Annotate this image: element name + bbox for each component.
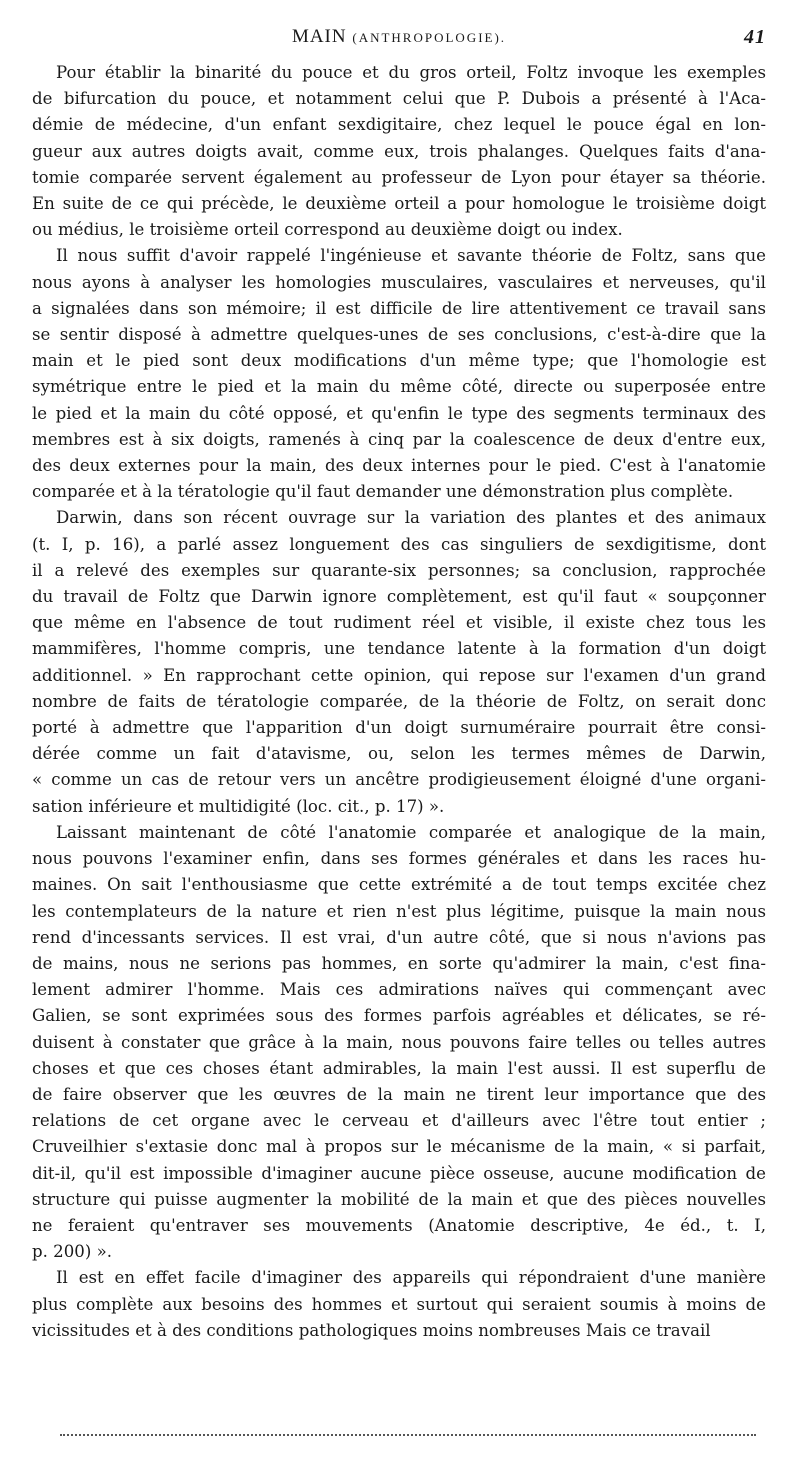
text-line: Darwin, dans son récent ouvrage sur la variation des plantes et des animaux — [56, 508, 766, 528]
text-line: démie de médecine, d'un enfant sexdigitaire, chez lequel le pouce égal en lon- — [32, 115, 766, 135]
text-line: porté à admettre que l'apparition d'un doigt surnuméraire pourrait être consi- — [32, 718, 766, 738]
text-line: ne feraient qu'entraver ses mouvements (Anatomie descriptive, 4e éd., t. I, — [32, 1215, 766, 1235]
text-line: p. 200) ». — [32, 1242, 113, 1262]
footer-rule — [60, 1434, 756, 1436]
running-title-subtitle: (ANTHROPOLOGIE). — [352, 30, 507, 45]
text-line: membres est à six doigts, ramenés à cinq par la coalescence de deux d'entre eux, — [32, 429, 766, 449]
text-line: que même en l'absence de tout rudiment réel et visible, il existe chez tous les — [32, 613, 766, 633]
text-line: symétrique entre le pied et la main du même côté, directe ou superposée entre — [32, 377, 766, 397]
text-line: nous ayons à analyser les homologies musculaires, vasculaires et nerveuses, qu'il — [32, 272, 766, 292]
running-title-main: MAIN — [291, 26, 347, 47]
text-line: additionnel. » En rapprochant cette opinion, qui repose sur l'examen d'un grand — [32, 665, 766, 685]
text-line: duisent à constater que grâce à la main, nous pouvons faire telles ou telles autres — [32, 1032, 766, 1052]
paragraph — [32, 1265, 766, 1344]
text-line: Il nous suffit d'avoir rappelé l'ingénieuse et savante théorie de Foltz, sans que — [56, 246, 766, 266]
text-line: plus complète aux besoins des hommes et surtout qui seraient soumis à moins de — [32, 1294, 766, 1314]
paragraph — [32, 243, 766, 505]
text-line: sation inférieure et multidigité (loc. cit., p. 17) ». — [32, 796, 445, 816]
text-line: de faire observer que les œuvres de la main ne tirent leur importance que des — [32, 1084, 766, 1104]
text-line: gueur aux autres doigts avait, comme eux, trois phalanges. Quelques faits d'ana- — [32, 141, 766, 161]
page-number: 41 — [744, 26, 766, 48]
paragraph — [32, 820, 766, 1265]
paragraph — [32, 60, 766, 243]
text-line: le pied et la main du côté opposé, et qu'enfin le type des segments terminaux des — [32, 403, 766, 423]
text-line: du travail de Foltz que Darwin ignore complètement, est qu'il faut « soupçonner — [32, 587, 766, 607]
text-line: de bifurcation du pouce, et notamment celui que P. Dubois a présenté à l'Aca- — [32, 89, 766, 109]
text-line: Galien, se sont exprimées sous des formes parfois agréables et délicates, se ré- — [32, 1006, 766, 1026]
running-head — [32, 26, 766, 60]
text-line: les contemplateurs de la nature et rien n'est plus légitime, puisque la main nous — [32, 901, 766, 921]
paragraph — [32, 505, 766, 819]
text-line: mammifères, l'homme compris, une tendance latente à la formation d'un doigt — [32, 639, 766, 659]
text-line: tomie comparée servent également au professeur de Lyon pour étayer sa théorie. — [32, 167, 766, 187]
text-line: En suite de ce qui précède, le deuxième orteil a pour homologue le troisième doigt — [32, 194, 766, 214]
text-line: se sentir disposé à admettre quelques-unes de ses conclusions, c'est-à-dire que la — [32, 325, 766, 345]
text-line: maines. On sait l'enthousiasme que cette extrémité a de tout temps excitée chez — [32, 875, 766, 895]
text-line: ou médius, le troisième orteil correspond au deuxième doigt ou index. — [32, 220, 623, 240]
text-line: structure qui puisse augmenter la mobilité de la main et que des pièces nouvelles — [32, 1189, 766, 1209]
text-line: main et le pied sont deux modifications d'un même type; que l'homologie est — [32, 351, 766, 371]
text-line: Pour établir la binarité du pouce et du gros orteil, Foltz invoque les exemples — [56, 63, 766, 82]
text-line: rend d'incessants services. Il est vrai, d'un autre côté, que si nous n'avions pas — [32, 927, 766, 947]
text-line: choses et que ces choses étant admirables, la main l'est aussi. Il est superflu de — [32, 1058, 766, 1078]
text-line: comparée et à la tératologie qu'il faut demander une démonstration plus complète. — [32, 482, 734, 502]
text-line: dérée comme un fait d'atavisme, ou, selon les termes mêmes de Darwin, — [32, 744, 766, 764]
text-line: (t. I, p. 16), a parlé assez longuement des cas singuliers de sexdigitisme, dont — [32, 534, 766, 554]
text-line: Laissant maintenant de côté l'anatomie comparée et analogique de la main, — [56, 822, 766, 842]
text-line: Cruveilhier s'extasie donc mal à propos sur le mécanisme de la main, « si parfait, — [32, 1137, 766, 1157]
text-line: a signalées dans son mémoire; il est difficile de lire attentivement ce travail sans — [32, 298, 766, 318]
text-line: vicissitudes et à des conditions pathologiques moins nombreuses Mais ce travail — [32, 1320, 711, 1340]
text-line: il a relevé des exemples sur quarante-six personnes; sa conclusion, rapprochée — [32, 560, 766, 580]
text-line: dit-il, qu'il est impossible d'imaginer aucune pièce osseuse, aucune modification de — [32, 1163, 766, 1183]
text-line: relations de cet organe avec le cerveau et d'ailleurs avec l'être tout entier ; — [32, 1111, 766, 1131]
page — [32, 26, 766, 1344]
text-line: nous pouvons l'examiner enfin, dans ses formes générales et dans les races hu- — [32, 849, 766, 869]
text-line: nombre de faits de tératologie comparée, de la théorie de Foltz, on serait donc — [32, 691, 766, 711]
text-line: Il est en effet facile d'imaginer des appareils qui répondraient d'une manière — [56, 1268, 766, 1288]
running-title — [32, 26, 766, 48]
text-line: des deux externes pour la main, des deux internes pour le pied. C'est à l'anatomie — [32, 456, 766, 476]
text-line: de mains, nous ne serions pas hommes, en sorte qu'admirer la main, c'est fina- — [32, 953, 766, 973]
text-line: « comme un cas de retour vers un ancêtre prodigieusement éloigné d'une organi- — [32, 770, 766, 790]
body-text — [32, 60, 766, 1344]
text-line: lement admirer l'homme. Mais ces admirations naïves qui commençant avec — [32, 980, 766, 1000]
